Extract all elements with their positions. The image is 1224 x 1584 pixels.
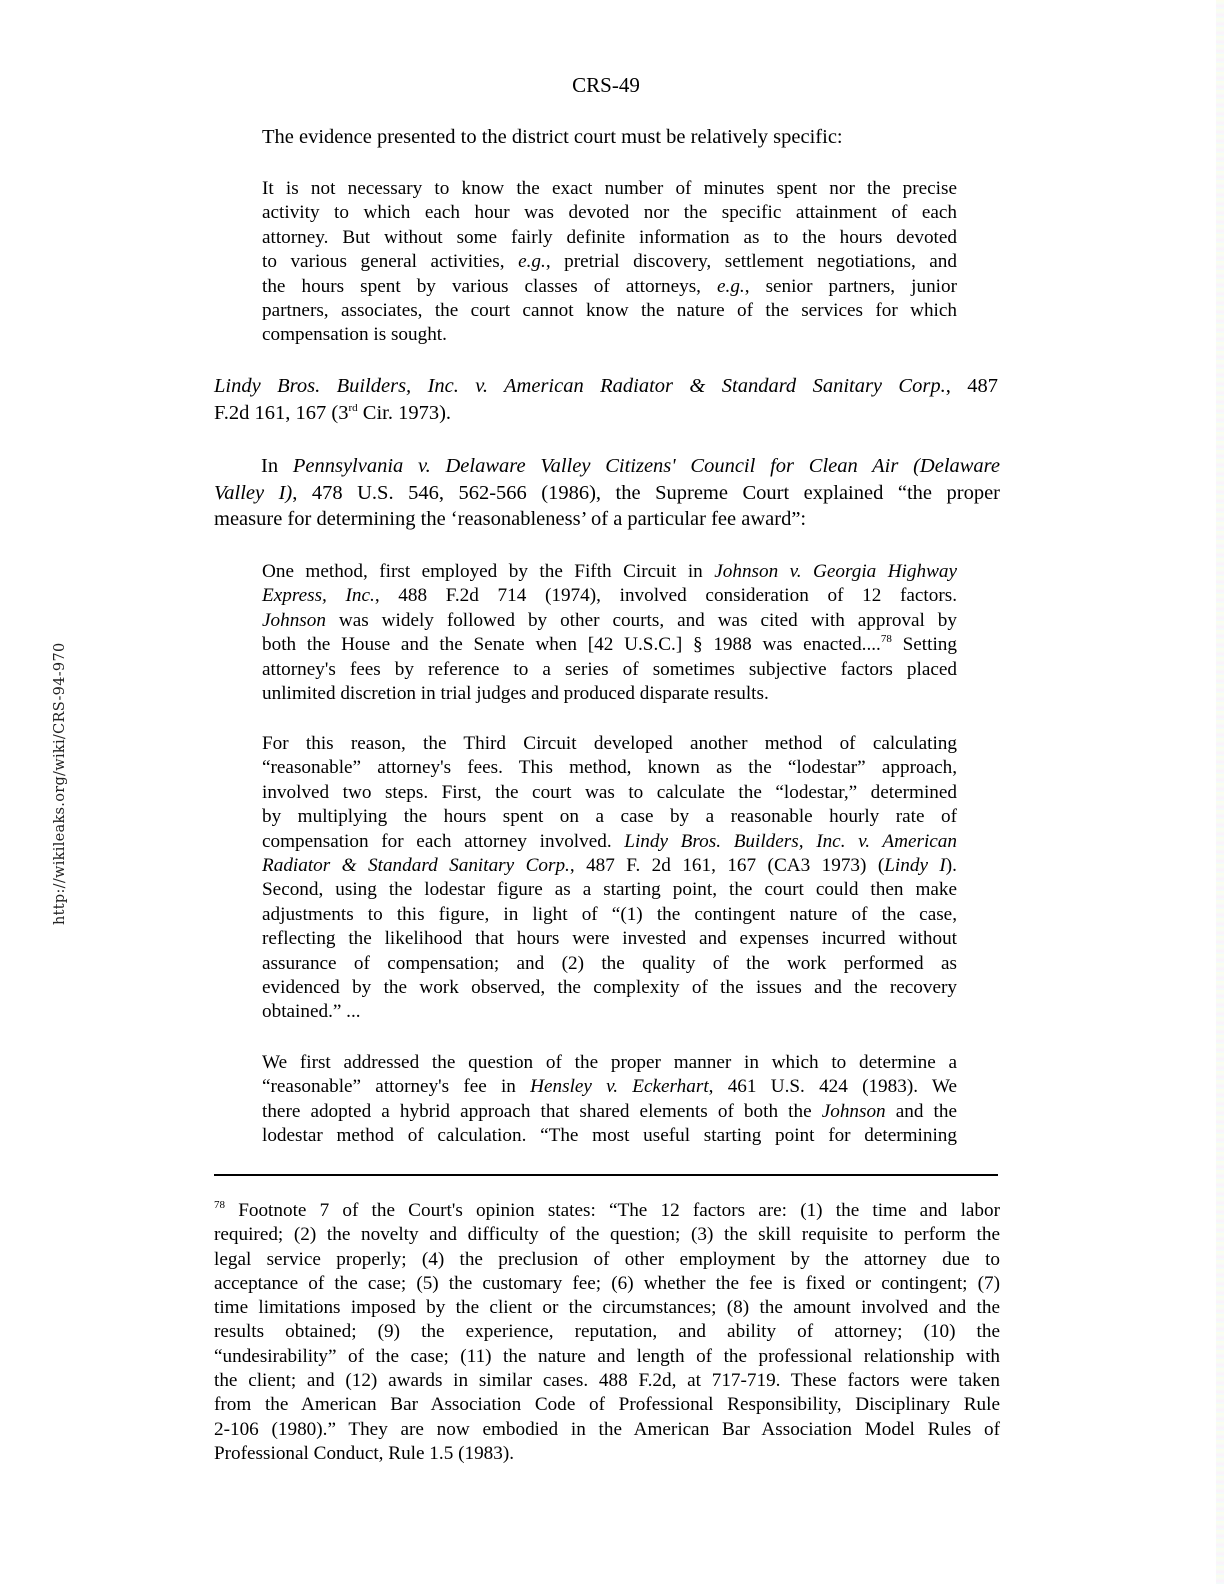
- citation-line-1: [214, 373, 998, 400]
- footnote-ref[interactable]: 78: [880, 633, 892, 646]
- footnote-line: required; (2) the novelty and difficulty of the question; (3) the skill requisite to perform the: [214, 1224, 1000, 1246]
- footnote-line: acceptance of the case; (5) the customary fee; (6) whether the fee is fixed or contingent; (7): [214, 1272, 1000, 1294]
- quote-line: adjustments to this figure, in light of “(1) the contingent nature of the case,: [262, 903, 957, 925]
- quote-line: [262, 609, 957, 633]
- italic-text: Hensley v. Eckerhart: [530, 1076, 709, 1098]
- quote-line: [262, 584, 957, 608]
- quote-line: [262, 633, 957, 657]
- footnote-line: from the American Bar Association Code of Professional Responsibility, Disciplinary Rule: [214, 1394, 1000, 1416]
- case-name: Lindy Bros. Builders, Inc. v. American Radiator & Standard Sanitary Corp.: [214, 375, 946, 397]
- quote-line: [262, 1100, 957, 1124]
- paragraph-2: [214, 453, 1000, 533]
- superscript: rd: [348, 401, 358, 414]
- block-quote-3: [262, 732, 957, 1025]
- text: to various general activities,: [262, 251, 519, 273]
- quote-line: [262, 560, 957, 584]
- citation-paragraph: [214, 373, 998, 426]
- text: was widely followed by other courts, and was cited with approval by: [325, 609, 957, 631]
- text: Footnote 7 of the Court's opinion states: “The 12 factors are: (1) the time and labor: [225, 1200, 1000, 1221]
- intro-text: The evidence presented to the district court must be relatively specific:: [262, 126, 843, 148]
- quote-line: It is not necessary to know the exact number of minutes spent nor the precise: [262, 178, 957, 199]
- text: One method, first employed by the Fifth Circuit in: [262, 561, 715, 582]
- quote-line: Second, using the lodestar figure as a starting point, the court could then make: [262, 879, 957, 901]
- italic-text: Lindy Bros. Builders, Inc. v. American: [624, 830, 957, 852]
- quote-line: compensation is sought.: [262, 324, 447, 346]
- quote-line: partners, associates, the court cannot know the nature of the services for which: [262, 300, 957, 322]
- footnote-78: [214, 1199, 1000, 1466]
- text: compensation for each attorney involved.: [262, 830, 625, 852]
- text: and the: [885, 1100, 958, 1122]
- quote-line: [262, 854, 957, 878]
- text: , 487 F. 2d 161, 167 (CA3 1973) (: [569, 855, 885, 877]
- quote-line: [262, 830, 957, 854]
- side-watermark-url: http://wikileaks.org/wiki/CRS-94-970: [52, 642, 68, 925]
- text: , 488 F.2d 714 (1974), involved consideration of 12 factors.: [374, 585, 957, 607]
- quote-line: [262, 1075, 957, 1099]
- page-number: CRS-49: [572, 73, 640, 97]
- intro-paragraph: [262, 124, 843, 151]
- footnote-line: legal service properly; (4) the preclusion of other employment by the attorney due to: [214, 1248, 1000, 1270]
- italic-text: Express, Inc.: [262, 585, 375, 607]
- footnote-number: 78: [214, 1199, 225, 1211]
- quote-line: attorney. But without some fairly definite information as to the hours devoted: [262, 226, 957, 248]
- quote-line: “reasonable” attorney's fees. This method, known as the “lodestar” approach,: [262, 757, 957, 779]
- scan-edge-artifact: [1216, 0, 1224, 1584]
- italic-text: Radiator & Standard Sanitary Corp.: [262, 855, 570, 877]
- text: , pretrial discovery, settlement negotiations, and: [545, 251, 957, 273]
- para-line: measure for determining the ‘reasonableness’ of a particular fee award”:: [214, 508, 807, 530]
- citation-line-2: [214, 400, 998, 427]
- quote-line: assurance of compensation; and (2) the quality of the work performed as: [262, 952, 957, 974]
- text: F.2d 161, 167 (3: [214, 401, 349, 424]
- text: Cir. 1973).: [357, 401, 452, 424]
- text: “reasonable” attorney's fee in: [262, 1076, 531, 1098]
- quote-line: activity to which each hour was devoted nor the specific attainment of each: [262, 202, 957, 224]
- text: ).: [945, 855, 957, 877]
- block-quote-2: [262, 560, 957, 706]
- para-line: [214, 480, 1000, 507]
- text: there adopted a hybrid approach that shared elements of both the: [262, 1100, 822, 1122]
- italic-text: e.g.: [518, 251, 546, 273]
- quote-line: obtained.” ...: [262, 1001, 361, 1023]
- italic-text: Johnson: [262, 609, 326, 631]
- italic-text: Johnson v. Georgia Highway: [714, 561, 957, 582]
- quote-line: lodestar method of calculation. “The most useful starting point for determining: [262, 1125, 957, 1147]
- footnote-line: time limitations imposed by the client or the circumstances; (8) the amount involved and the: [214, 1297, 1000, 1319]
- quote-line: reflecting the likelihood that hours were invested and expenses incurred without: [262, 928, 957, 950]
- text: the hours spent by various classes of attorneys,: [262, 275, 718, 297]
- quote-line: by multiplying the hours spent on a case by a reasonable hourly rate of: [262, 806, 957, 828]
- text: , senior partners, junior: [744, 275, 957, 297]
- italic-text: Johnson: [821, 1100, 886, 1122]
- text: , 487: [945, 375, 998, 397]
- italic-text: e.g.: [717, 275, 745, 297]
- quote-line: attorney's fees by reference to a series of sometimes subjective factors placed: [262, 658, 957, 680]
- footnote-line: the client; and (12) awards in similar cases. 488 F.2d, at 717-719. These factors were taken: [214, 1370, 1000, 1392]
- footnote-separator: [214, 1174, 998, 1176]
- quote-line: unlimited discretion in trial judges and produced disparate results.: [262, 683, 769, 705]
- text: both the House and the Senate when [42 U.S.C.] § 1988 was enacted....: [262, 634, 881, 656]
- quote-line: We first addressed the question of the proper manner in which to determine a: [262, 1052, 957, 1073]
- quote-line: [262, 275, 957, 299]
- italic-text: Lindy I: [884, 855, 946, 877]
- italic-text: Pennsylvania v. Delaware Valley Citizens' Council for Clean Air (Delaware: [292, 455, 1001, 477]
- footnote-line: Professional Conduct, Rule 1.5 (1983).: [214, 1442, 515, 1464]
- text: , 461 U.S. 424 (1983). We: [708, 1076, 958, 1098]
- text: In: [261, 455, 293, 477]
- quote-line: evidenced by the work observed, the complexity of the issues and the recovery: [262, 977, 957, 999]
- para-line: [214, 453, 1000, 480]
- footnote-line: [214, 1199, 1000, 1223]
- text: , 478 U.S. 546, 562-566 (1986), the Supreme Court explained “the proper: [292, 481, 1000, 504]
- quote-line: [262, 250, 957, 274]
- quote-line: involved two steps. First, the court was to calculate the “lodestar,” determined: [262, 781, 957, 803]
- footnote-line: results obtained; (9) the experience, reputation, and ability of attorney; (10) the: [214, 1321, 1000, 1343]
- block-quote-1: [262, 177, 957, 348]
- italic-text: Valley I): [214, 481, 293, 504]
- footnote-line: “undesirability” of the case; (11) the nature and length of the professional relationship with: [214, 1345, 1000, 1367]
- quote-line: For this reason, the Third Circuit developed another method of calculating: [262, 733, 957, 754]
- block-quote-4: [262, 1051, 957, 1149]
- text: Setting: [891, 634, 957, 656]
- footnote-line: 2-106 (1980).” They are now embodied in the American Bar Association Model Rules of: [214, 1418, 1000, 1440]
